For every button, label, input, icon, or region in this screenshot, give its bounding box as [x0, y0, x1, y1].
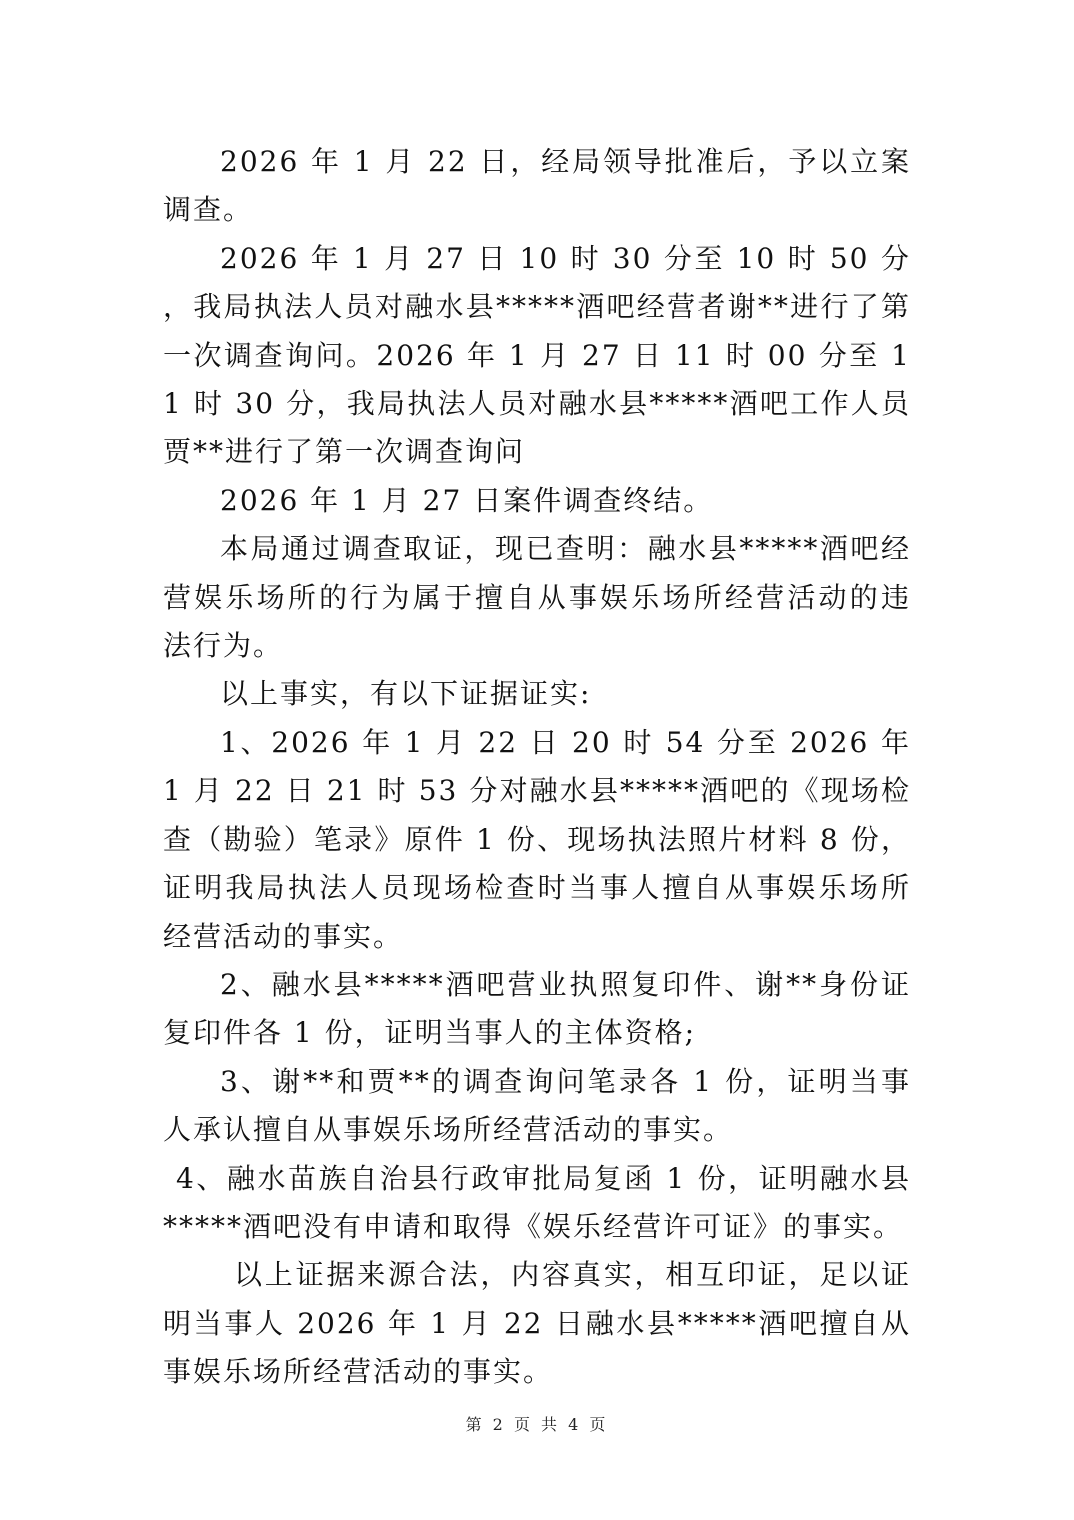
paragraph-findings: 本局通过调查取证，现已查明：融水县*****酒吧经营娱乐场所的行为属于擅自从事娱乐场所经营活动的违法行为。: [163, 532, 911, 663]
paragraph-conclusion: 以上证据来源合法，内容真实，相互印证，足以证明当事人 2026 年 1 月 22 日融水县*****酒吧擅自从事娱乐场所经营活动的事实。: [163, 1258, 911, 1389]
paragraph-evidence-1: 1、2026 年 1 月 22 日 20 时 54 分至 2026 年 1 月 22 日 21 时 53 分对融水县*****酒吧的《现场检查（勘验）笔录》原件 1 份、现场执法照片材料 8 份，证明我局执法人员现场检查时当事人擅自从事娱乐场所经营活动的事实。: [163, 725, 911, 953]
paragraph-evidence-intro: 以上事实，有以下证据证实:: [220, 677, 592, 711]
paragraph-case-filing: 2026 年 1 月 22 日，经局领导批准后，予以立案调查。: [163, 145, 911, 227]
paragraph-inquiry-records: 2026 年 1 月 27 日 10 时 30 分至 10 时 50 分 ，我局执法人员对融水县*****酒吧经营者谢**进行了第一次调查询问。2026 年 1 月 27 日 11 时 00 分至 11 时 30 分，我局执法人员对融水县*****酒吧工作人员贾**进行了第一次调查询问: [163, 241, 911, 469]
paragraph-evidence-4: 4、融水苗族自治县行政审批局复函 1 份，证明融水县*****酒吧没有申请和取得《娱乐经营许可证》的事实。: [163, 1161, 911, 1243]
paragraph-evidence-3: 3、谢**和贾**的调查询问笔录各 1 份，证明当事人承认擅自从事娱乐场所经营活动的事实。: [163, 1064, 911, 1147]
page-number-footer: 第 2 页 共 4 页: [465, 1415, 609, 1434]
document-body: [163, 138, 911, 1397]
paragraph-investigation-end: 2026 年 1 月 27 日案件调查终结。: [220, 483, 714, 517]
paragraph-evidence-2: 2、融水县*****酒吧营业执照复印件、谢**身份证复印件各 1 份，证明当事人的主体资格;: [163, 967, 911, 1050]
